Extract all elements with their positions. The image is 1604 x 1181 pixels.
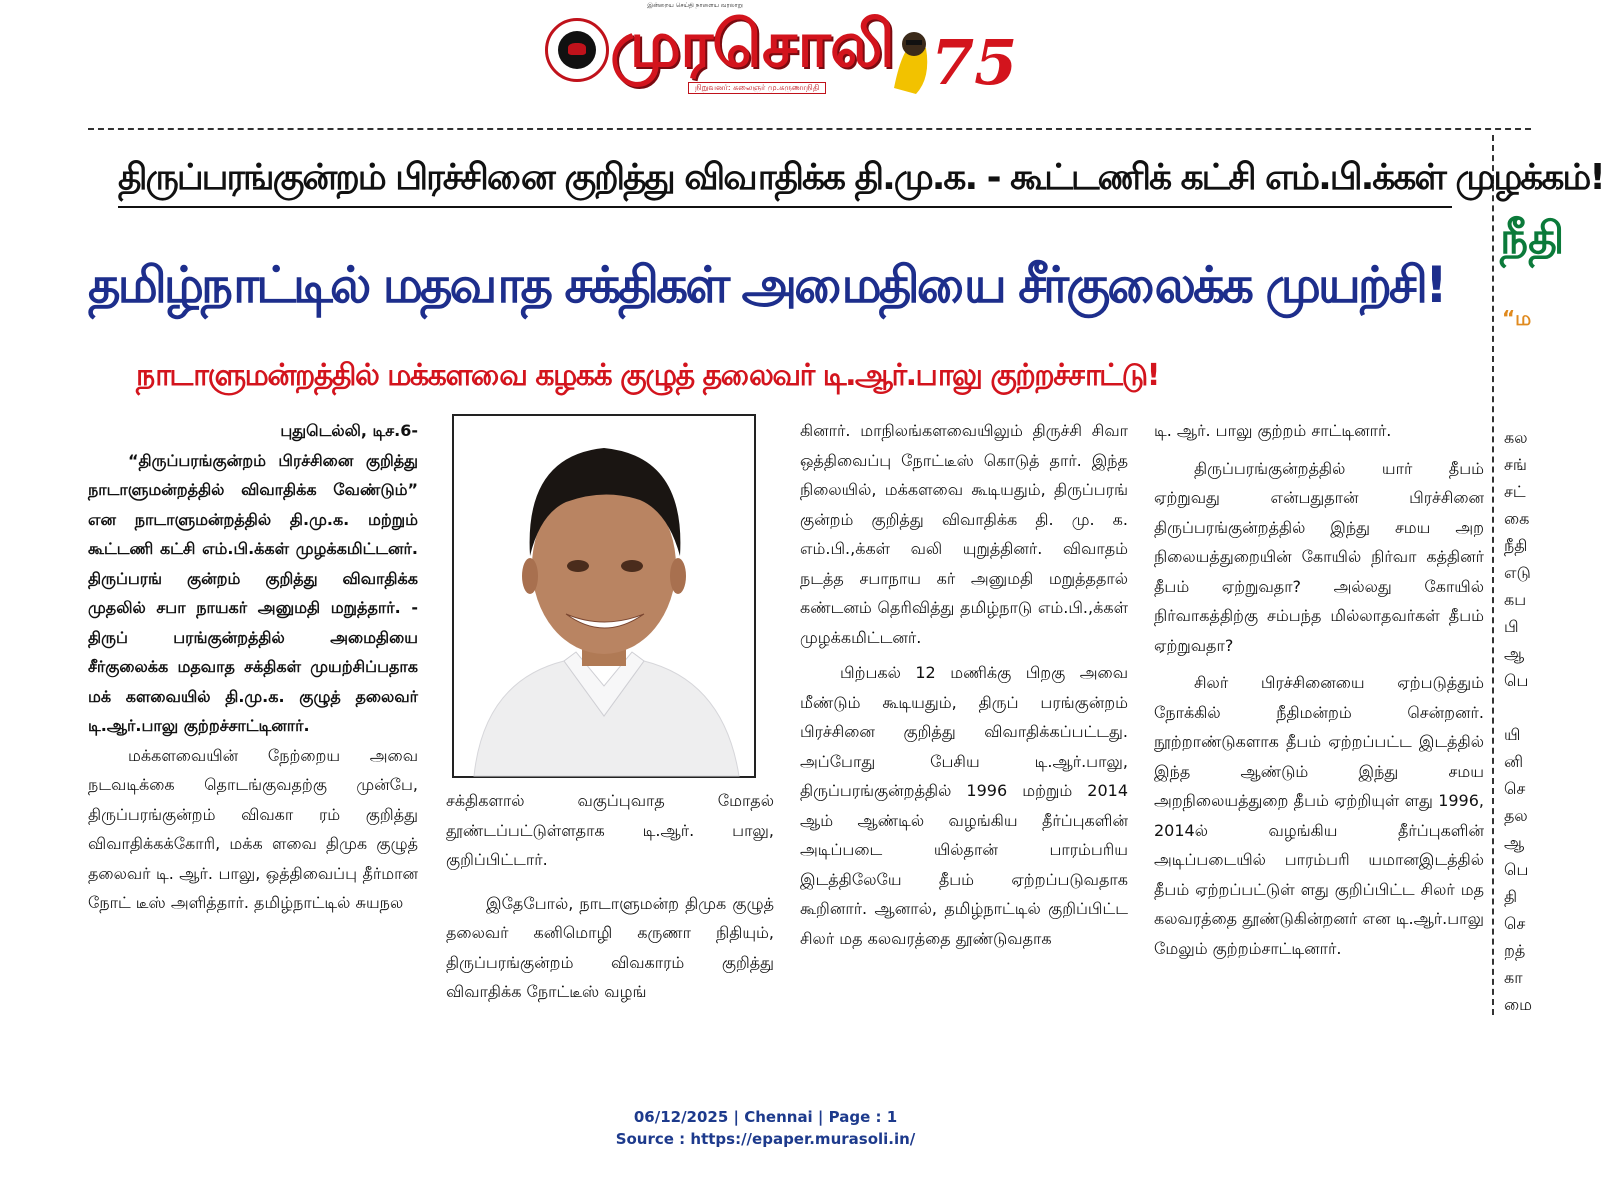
lead-paragraph: “திருப்பரங்குன்றம் பிரச்சினை குறித்து நாடாளுமன்றத்தில் விவாதிக்க வேண்டும்” என நாடாளுமன்றத்தில் தி.மு.க. மற்றும் கூட்டணி கட்சி எம்.பி.க்கள் முழக்கமிட்டனர். திருப்பரங் குன்றம் குறித்து விவாதிக்க முதலில் சபா நாயகர் அனுமதி மறுத்தார். - திருப் பரங்குன்றத்தில் அமைதியை சீர்குலைக்க மதவாத சக்திகள் முயற்சிப்பதாக மக் களவையில் தி.மு.க. குழுத் தலைவர் டி.ஆர்.பாலு குற்றச்சாட்டினார். bbox=[88, 450, 418, 735]
edition-meta: 06/12/2025 | Chennai | Page : 1 bbox=[633, 1108, 898, 1126]
masthead-tagline: இன்றைய செய்தி நாளைய வரலாறு bbox=[647, 2, 743, 9]
adjacent-line: கை bbox=[1504, 509, 1530, 528]
adjacent-line: ஆ bbox=[1504, 833, 1525, 852]
adjacent-column bbox=[1504, 424, 1531, 1018]
anniversary-75-emblem bbox=[886, 18, 1018, 99]
adjacent-line: கப bbox=[1504, 590, 1527, 609]
source-link[interactable]: Source : https://epaper.murasoli.in/ bbox=[615, 1130, 916, 1148]
adjacent-line: பெ bbox=[1504, 860, 1529, 879]
adjacent-line: சங் bbox=[1504, 455, 1527, 474]
article-column-1 bbox=[88, 416, 418, 918]
adjacent-line: கல bbox=[1504, 428, 1528, 447]
adjacent-line: றத் bbox=[1504, 941, 1526, 960]
adjacent-line: ஆ bbox=[1504, 644, 1525, 663]
adjacent-quote: “ம bbox=[1502, 306, 1532, 330]
article-column-4 bbox=[1154, 416, 1484, 963]
adjacent-line: பி bbox=[1504, 617, 1519, 636]
body-paragraph: சக்திகளால் வகுப்புவாத மோதல் தூண்டப்பட்டுள்ளதாக டி.ஆர். பாலு, குறிப்பிட்டார். bbox=[446, 791, 774, 869]
adjacent-line: பெ bbox=[1504, 671, 1529, 690]
body-paragraph: கினார். மாநிலங்களவையிலும் திருச்சி சிவா ஒத்திவைப்பு நோட்டீஸ் கொடுத் தார். இந்த நிலையில், மக்களவை கூடியதும், திருப்பரங் குன்றம் குறித்து விவாதிக்க தி. மு. க. எம்.பி.,க்கள் வலி யுறுத்தினர். விவாதம் நடத்த சபாநாய கர் அனுமதி மறுத்ததால் கண்டனம் தெரிவித்து தமிழ்நாடு எம்.பி.,க்கள் முழக்கமிட்டனர். bbox=[800, 421, 1128, 647]
body-paragraph: மக்களவையின் நேற்றைய அவை நடவடிக்கை தொடங்குவதற்கு முன்பே, திருப்பரங்குன்றம் விவகா ரம் குறித்து விவாதிக்கக்கோரி, மக்க ளவை திமுக குழுத் தலைவர் டி. ஆர். பாலு, ஒத்திவைப்பு தீர்மான நோட் டீஸ் அளித்தார். தமிழ்நாட்டில் சுயநல bbox=[88, 745, 418, 912]
page-footer bbox=[0, 1106, 1531, 1150]
anniversary-number: 75 bbox=[931, 26, 1018, 99]
body-paragraph: பிற்பகல் 12 மணிக்கு பிறகு அவை மீண்டும் கூடியதும், திருப் பரங்குன்றம் பிரச்சினை குறித்து விவாதிக்கப்பட்டது. அப்போது பேசிய டி.ஆர்.பாலு, திருப்பரங்குன்றத்தில் 1996 மற்றும் 2014 ஆம் ஆண்டில் வழங்கிய தீர்ப்புகளின் அடிப்படை யில்தான் பாரம்பரிய இடத்திலேயே தீபம் ஏற்றப்படுவதாக கூறினார். ஆனால், தமிழ்நாட்டில் குறிப்பிட்ட சிலர் மத கலவரத்தை தூண்டுவதாக bbox=[800, 663, 1128, 948]
sub-headline: நாடாளுமன்றத்தில் மக்களவை கழகக் குழுத் தலைவர் டி.ஆர்.பாலு குற்றச்சாட்டு! bbox=[136, 358, 1159, 393]
adjacent-line: யி bbox=[1504, 725, 1521, 744]
party-seal-logo bbox=[545, 18, 609, 82]
adjacent-line: நீதி bbox=[1504, 536, 1528, 555]
adjacent-line: தி bbox=[1504, 887, 1518, 906]
main-headline: தமிழ்நாட்டில் மதவாத சக்திகள் அமைதியை சீர்குலைக்க முயற்சி! bbox=[88, 256, 1445, 314]
top-divider bbox=[88, 128, 1531, 130]
body-paragraph: திருப்பரங்குன்றத்தில் யார் தீபம் ஏற்றுவது என்பதுதான் பிரச்சினை திருப்பரங்குன்றத்தில் இந்து சமய அற நிலையத்துறையின் கோயில் நிர்வா கத்தினர் தீபம் ஏற்றுவதா? அல்லது கோயில் நிர்வாகத்திற்கு சம்பந்த மில்லாதவர்கள் தீபம் ஏற்றுவதா? bbox=[1154, 458, 1484, 655]
portrait-photo bbox=[452, 414, 756, 778]
adjacent-line: கா bbox=[1504, 968, 1523, 987]
newspaper-logo: முரசொலி bbox=[610, 8, 894, 82]
logo-subtitle: நிறுவனர்: கலைஞர் மு.கருணாநிதி bbox=[688, 82, 826, 94]
article-column-3 bbox=[800, 416, 1128, 953]
adjacent-line: செ bbox=[1504, 779, 1526, 798]
adjacent-line: எடு bbox=[1504, 563, 1531, 582]
article-column-2 bbox=[446, 786, 774, 1007]
kicker-headline: திருப்பரங்குன்றம் பிரச்சினை குறித்து விவாதிக்க தி.மு.க. - கூட்டணிக் கட்சி எம்.பி.க்கள் முழக்கம்! bbox=[118, 150, 1452, 208]
adjacent-line: னி bbox=[1504, 752, 1524, 771]
column-divider bbox=[1492, 135, 1494, 1015]
adjacent-line: சட் bbox=[1504, 482, 1526, 501]
portrait-illustration bbox=[454, 416, 754, 776]
dateline: புதுடெல்லி, டிச.6- bbox=[280, 421, 418, 440]
adjacent-line: தல bbox=[1504, 806, 1528, 825]
adjacent-line: செ bbox=[1504, 914, 1526, 933]
body-paragraph: இதேபோல், நாடாளுமன்ற திமுக குழுத் தலைவர் கனிமொழி கருணா நிதியும், திருப்பரங்குன்றம் விவகாரம் குறித்து விவாதிக்க நோட்டீஸ் வழங் bbox=[446, 893, 774, 1001]
adjacent-line: மை bbox=[1504, 995, 1533, 1014]
body-paragraph: டி. ஆர். பாலு குற்றம் சாட்டினார். bbox=[1154, 421, 1392, 440]
adjacent-headline: நீதி bbox=[1500, 213, 1565, 264]
body-paragraph: சிலர் பிரச்சினையை ஏற்படுத்தும் நோக்கில் நீதிமன்றம் சென்றனர். நூற்றாண்டுகளாக தீபம் ஏற்றப்பட்ட இடத்தில் இந்த ஆண்டும் இந்து சமய அறநிலையத்துறை தீபம் ஏற்றியுள் ளது 1996, 2014ல் வழங்கிய தீர்ப்புகளின் அடிப்படையில் பாரம்பரி யமானஇடத்தில் தீபம் ஏற்றப்பட்டுள் ளது குறிப்பிட்ட சிலர் மத கலவரத்தை தூண்டுகின்றனர் என டி.ஆர்.பாலு மேலும் குற்றம்சாட்டினார். bbox=[1154, 673, 1484, 958]
masthead bbox=[0, 0, 1531, 110]
